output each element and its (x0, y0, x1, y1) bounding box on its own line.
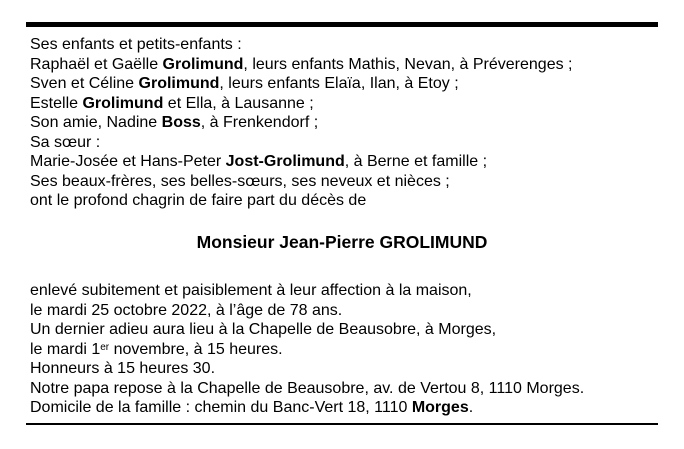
family-line: Sven et Céline Grolimund, leurs enfants Elaïa, Ilan, à Etoy ; (30, 75, 459, 92)
family-line: ont le profond chagrin de faire part du décès de (30, 192, 367, 209)
family-line: Marie-Josée et Hans-Peter Jost-Grolimund, à Berne et famille ; (30, 153, 488, 170)
family-line: Estelle Grolimund et Ella, à Lausanne ; (30, 94, 314, 112)
family-line: Ses beaux-frères, ses belles-sœurs, ses neveux et nièces ; (30, 172, 450, 190)
details-line: Domicile de la famille : chemin du Banc-Vert 18, 1110 Morges. (30, 399, 474, 416)
details-line: Notre papa repose à la Chapelle de Beausobre, av. de Vertou 8, 1110 Morges. (30, 379, 585, 397)
details-line: le mardi 1er novembre, à 15 heures. (30, 340, 283, 358)
family-line: Sa sœur : (30, 133, 101, 151)
family-line: Ses enfants et petits-enfants : (30, 36, 242, 53)
details-line: le mardi 25 octobre 2022, à l’âge de 78 ans. (30, 301, 343, 319)
family-list (30, 35, 572, 211)
deceased-name: Monsieur Jean-Pierre GROLIMUND (196, 232, 488, 252)
details-line: Un dernier adieu aura lieu à la Chapelle de Beausobre, à Morges, (30, 321, 497, 338)
details (30, 281, 584, 418)
details-line: Honneurs à 15 heures 30. (30, 360, 216, 377)
top-rule (26, 22, 658, 27)
bottom-rule (26, 423, 658, 425)
details-line: enlevé subitement et paisiblement à leur affection à la maison, (30, 282, 472, 299)
family-line: Raphaël et Gaëlle Grolimund, leurs enfants Mathis, Nevan, à Préverenges ; (30, 55, 573, 73)
family-line: Son amie, Nadine Boss, à Frenkendorf ; (30, 114, 319, 131)
